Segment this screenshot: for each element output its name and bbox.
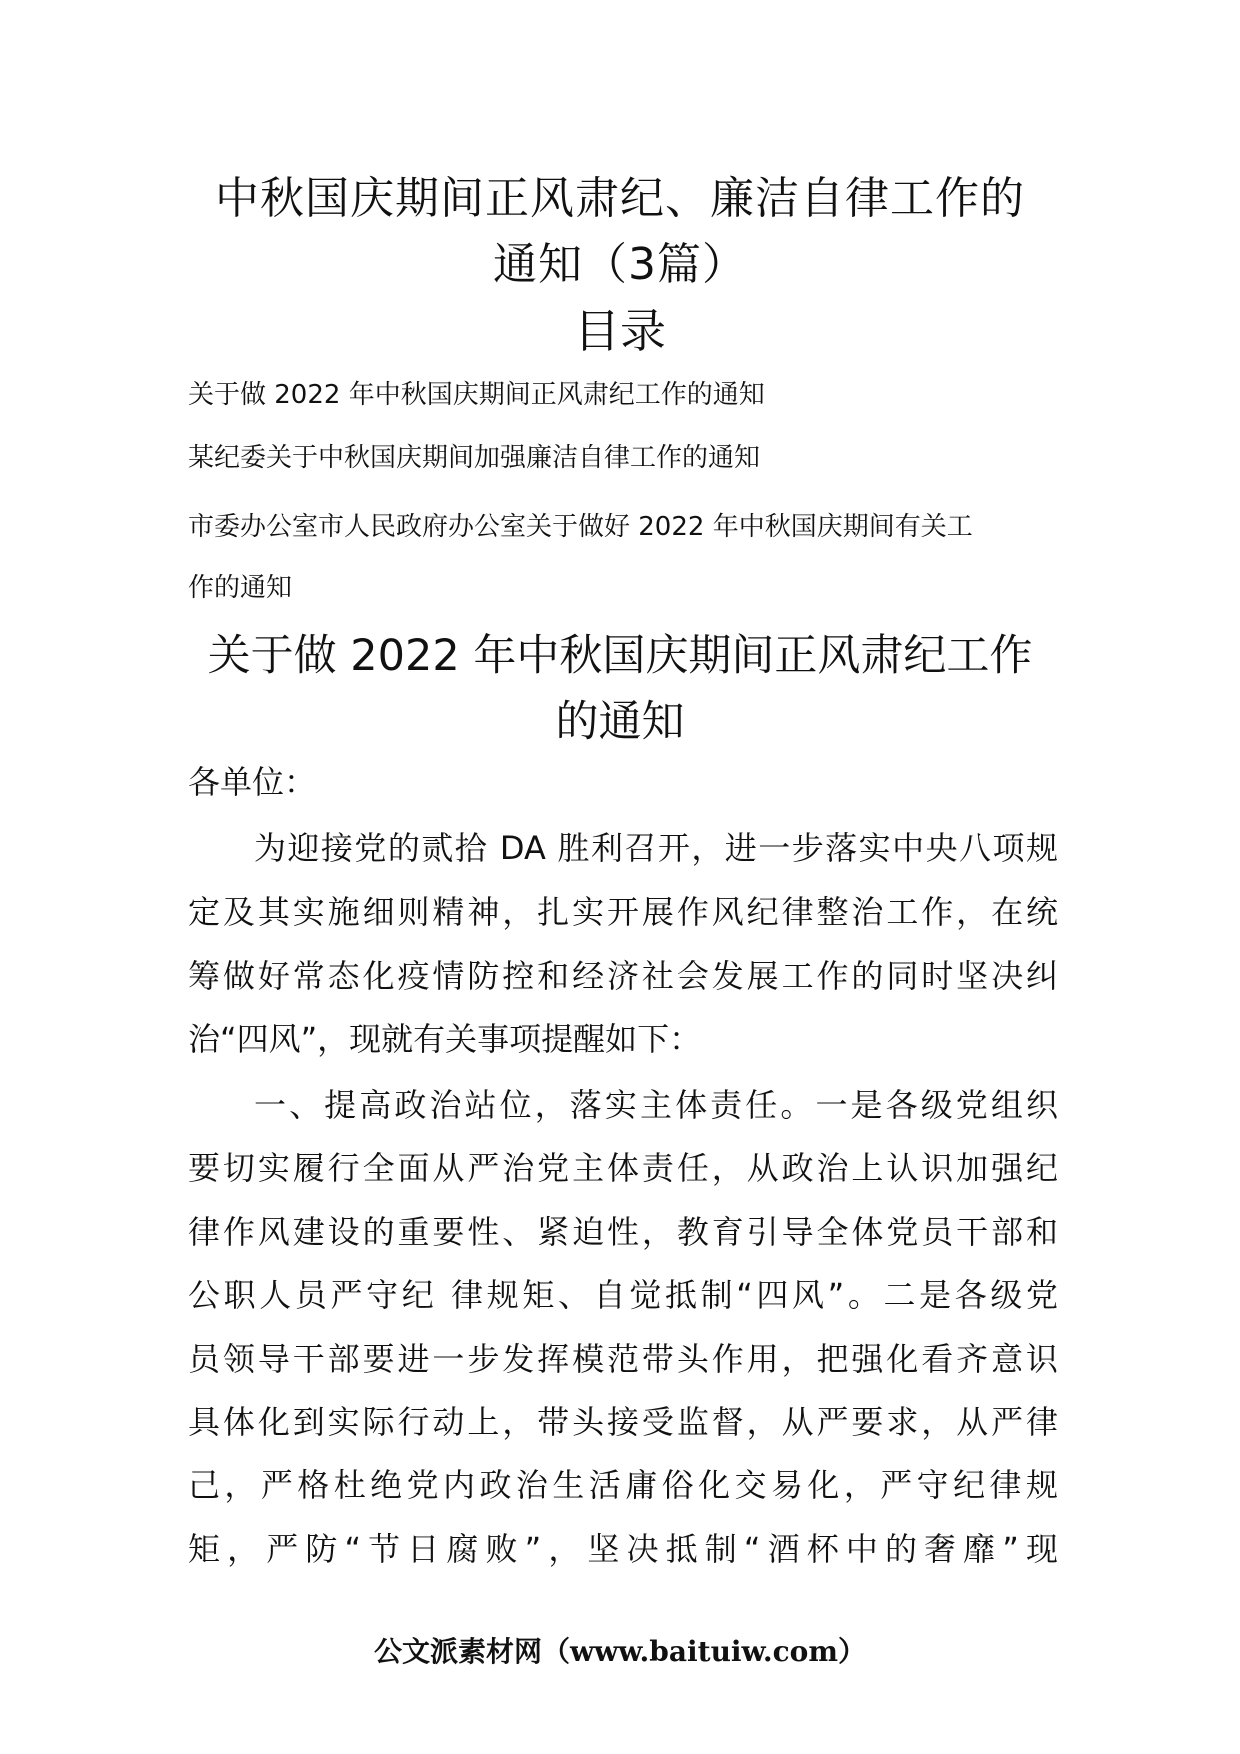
toc-item-2[interactable]: 某纪委关于中秋国庆期间加强廉洁自律工作的通知 — [188, 443, 761, 473]
body-line-12: 矩，严防“节日腐败”，坚决抵制“酒杯中的奢靡”现 — [188, 1530, 1058, 1568]
body-line-2: 定及其实施细则精神，扎实开展作风纪律整治工作，在统 — [188, 893, 1058, 931]
body-line-3: 筹做好常态化疫情防控和经济社会发展工作的同时坚决纠 — [188, 957, 1058, 995]
salutation: 各单位： — [188, 763, 317, 801]
document-title-line-1: 中秋国庆期间正风肃纪、廉洁自律工作的 — [215, 173, 1025, 224]
body-line-10: 具体化到实际行动上，带头接受监督，从严要求，从严律 — [188, 1403, 1058, 1441]
section-title-line-2: 的通知 — [555, 697, 685, 747]
body-line-7: 律作风建设的重要性、紧迫性，教育引导全体党员干部和 — [188, 1213, 1058, 1251]
toc-item-3-continued[interactable]: 作的通知 — [188, 573, 293, 603]
body-line-5: 一、提高政治站位，落实主体责任。一是各级党组织 — [254, 1086, 1058, 1124]
toc-item-3[interactable]: 市委办公室市人民政府办公室关于做好 2022 年中秋国庆期间有关工 — [188, 512, 973, 542]
body-line-9: 员领导干部要进一步发挥模范带头作用，把强化看齐意识 — [188, 1340, 1058, 1378]
body-line-8: 公职人员严守纪 律规矩、自觉抵制“四风”。二是各级党 — [188, 1276, 1058, 1314]
toc-heading: 目录 — [574, 304, 666, 358]
footer-watermark: 公文派素材网（www.baituiw.com） — [374, 1635, 866, 1668]
body-line-1: 为迎接党的贰拾 DA 胜利召开，进一步落实中央八项规 — [254, 829, 1058, 867]
section-title-line-1: 关于做 2022 年中秋国庆期间正风肃纪工作 — [207, 631, 1033, 681]
toc-item-1[interactable]: 关于做 2022 年中秋国庆期间正风肃纪工作的通知 — [188, 380, 765, 410]
document-title-line-2: 通知（3篇） — [493, 239, 747, 290]
body-line-4: 治“四风”，现就有关事项提醒如下： — [188, 1020, 702, 1058]
body-line-6: 要切实履行全面从严治党主体责任，从政治上认识加强纪 — [188, 1149, 1058, 1187]
body-line-11: 己，严格杜绝党内政治生活庸俗化交易化，严守纪律规 — [188, 1466, 1058, 1504]
